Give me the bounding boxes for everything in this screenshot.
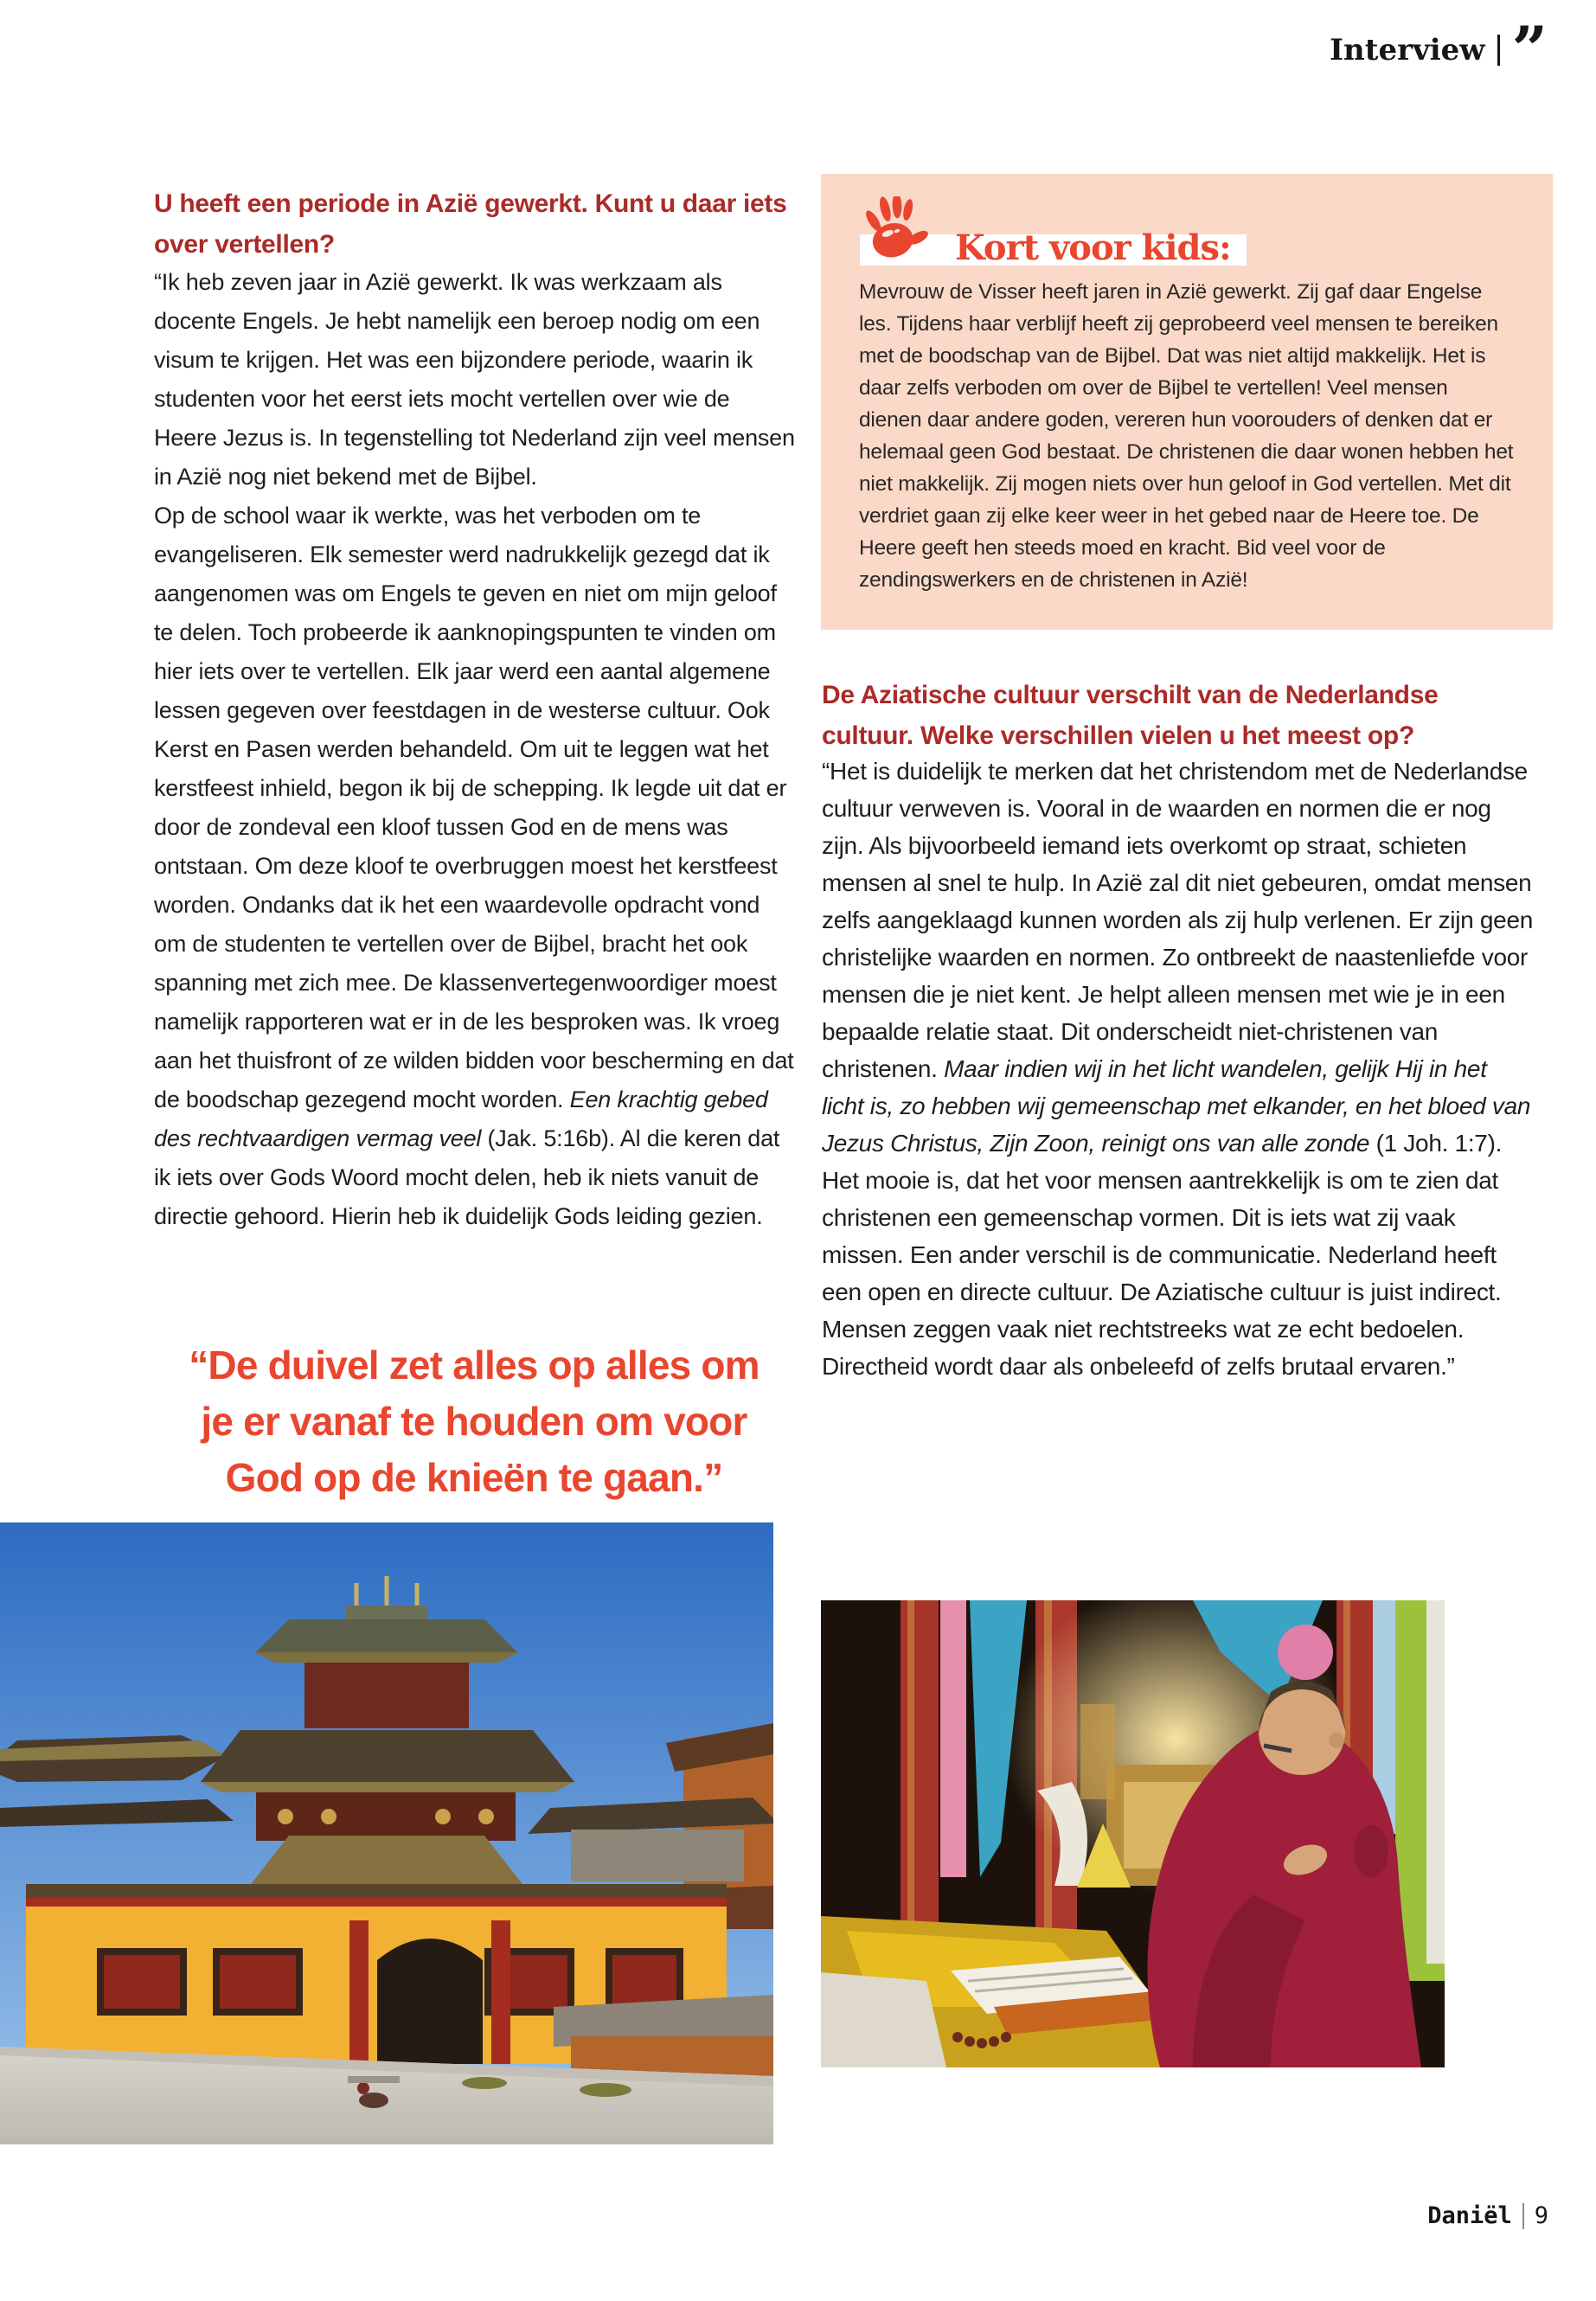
- page-header: [1330, 12, 1544, 86]
- pull-quote: “De duivel zet alles op alles om je er vanaf te houden om voor God op de knieën te gaan.”: [189, 1343, 760, 1500]
- temple-photo: [0, 1522, 773, 2144]
- answer-2-paragraphs: “Het is duidelijk te merken dat het christendom met de Nederlandse cultuur verweven is. Vooral in de waarden en normen die er nog zijn. Als bijvoorbeeld iemand iets overkomt op straat, schieten mensen al snel te hulp. In Azië zal dit niet gebeuren, omdat mensen zelfs aangeklaagd kunnen worden als zij hulp verlenen. Er zijn geen christelijke waarden en normen. Zo ontbreekt de naastenliefde voor mensen die je niet kent. Je helpt alleen mensen met wie je in een bepaalde relatie staat. Dit onderscheidt niet-christenen van christenen. Maar indien wij in het licht wandelen, gelijk Hij in het licht is, zo hebben wij gemeenschap met elkander, en het bloed van Jezus Christus, Zijn Zoon, reinigt ons van alle zonde (1 Joh. 1:7). Het mooie is, dat het voor mensen aantrekkelijk is om te zien dat christenen een gemeenschap vormen. Dit is iets wat zij vaak missen. Een ander verschil is de communicatie. Nederland heeft een open en directe cultuur. De Aziatische cultuur is juist indirect. Mensen zeggen vaak niet rechtstreeks wat ze echt bedoelen. Directheid wordt daar als onbeleefd of zelfs brutaal ervaren.”: [822, 758, 1533, 1380]
- handprint-icon: [862, 196, 930, 264]
- header-divider: [1497, 35, 1500, 66]
- question-heading-2: De Aziatische cultuur verschilt van de Nederlandse cultuur. Welke verschillen vielen u het meest op?: [822, 681, 1439, 750]
- page-footer: [1427, 2202, 1548, 2229]
- section-label: Interview: [1330, 33, 1485, 67]
- kids-box-body: Mevrouw de Visser heeft jaren in Azië gewerkt. Zij gaf daar Engelse les. Tijdens haar verblijf heeft zij geprobeerd veel mensen te bereiken met de boodschap van de Bijbel. Dat was niet altijd makkelijk. Het is daar zelfs verboden om over de Bijbel te vertellen! Veel mensen dienen daar andere goden, vereren hun voorouders of denken dat er helemaal geen God bestaat. De christenen die daar wonen hebben het niet makkelijk. Zij mogen niets over hun geloof in God vertellen. Met dit verdriet gaan zij elke keer weer in het gebed naar de Heere toe. De Heere geeft hen steeds moed en kracht. Bid veel voor de zendingswerkers en de christenen in Azië!: [859, 280, 1514, 592]
- kids-box-title: Kort voor kids:: [955, 228, 1231, 268]
- quote-marks-icon: ”: [1511, 12, 1544, 86]
- magazine-name: Daniël: [1427, 2202, 1512, 2229]
- answer-text-1: “Ik heb zeven jaar in Azië gewerkt. Ik was werkzaam als docente Engels. Je hebt namelijk een beroep nodig om een visum te krijgen. Het was een bijzondere periode, waarin ik studenten voor het eerst iets mocht vertellen over wie de Heere Jezus is. In tegenstelling tot Nederland zijn veel mensen in Azië nog niet bekend met de Bijbel. Op de school waar ik werkte, was het verboden om te evangeliseren. Elk semester werd nadrukkelijk gezegd dat ik aangenomen was om Engels te geven en niet om mijn geloof te delen. Toch probeerde ik aanknopingspunten te vinden om hier iets over te vertellen. Elk jaar werd een aantal algemene lessen gegeven over feestdagen in de westerse cultuur. Ook Kerst en Pasen werden behandeld. Om uit te leggen wat het kerstfeest inhield, begon ik bij de schepping. Ik legde uit dat er door de zondeval een kloof tussen God en de mens was ontstaan. Om deze kloof te overbruggen moest het kerstfeest worden. Ondanks dat ik het een waardevolle opdracht vond om de studenten te vertellen over de Bijbel, bracht het ook spanning met zich mee. De klassenvertegenwoordiger moest namelijk rapporteren wat er in de les besproken was. Ik vroeg aan het thuisfront of ze wilden bidden voor bescherming en dat de boodschap gezegend mocht worden. Een krachtig gebed des rechtvaardigen vermag veel (Jak. 5:16b). Al die keren dat ik iets over Gods Woord mocht delen, heb ik niets vanuit de directie gehoord. Hierin heb ik duidelijk Gods leiding gezien.: [154, 269, 795, 1229]
- page-number: 9: [1534, 2202, 1548, 2229]
- footer-divider: [1522, 2203, 1524, 2229]
- monk-photo: [821, 1600, 1445, 2067]
- answer-text-2: [822, 753, 1533, 1385]
- kort-voor-kids-box: [821, 174, 1553, 630]
- question-heading-1: U heeft een periode in Azië gewerkt. Kunt u daar iets over vertellen?: [154, 189, 787, 259]
